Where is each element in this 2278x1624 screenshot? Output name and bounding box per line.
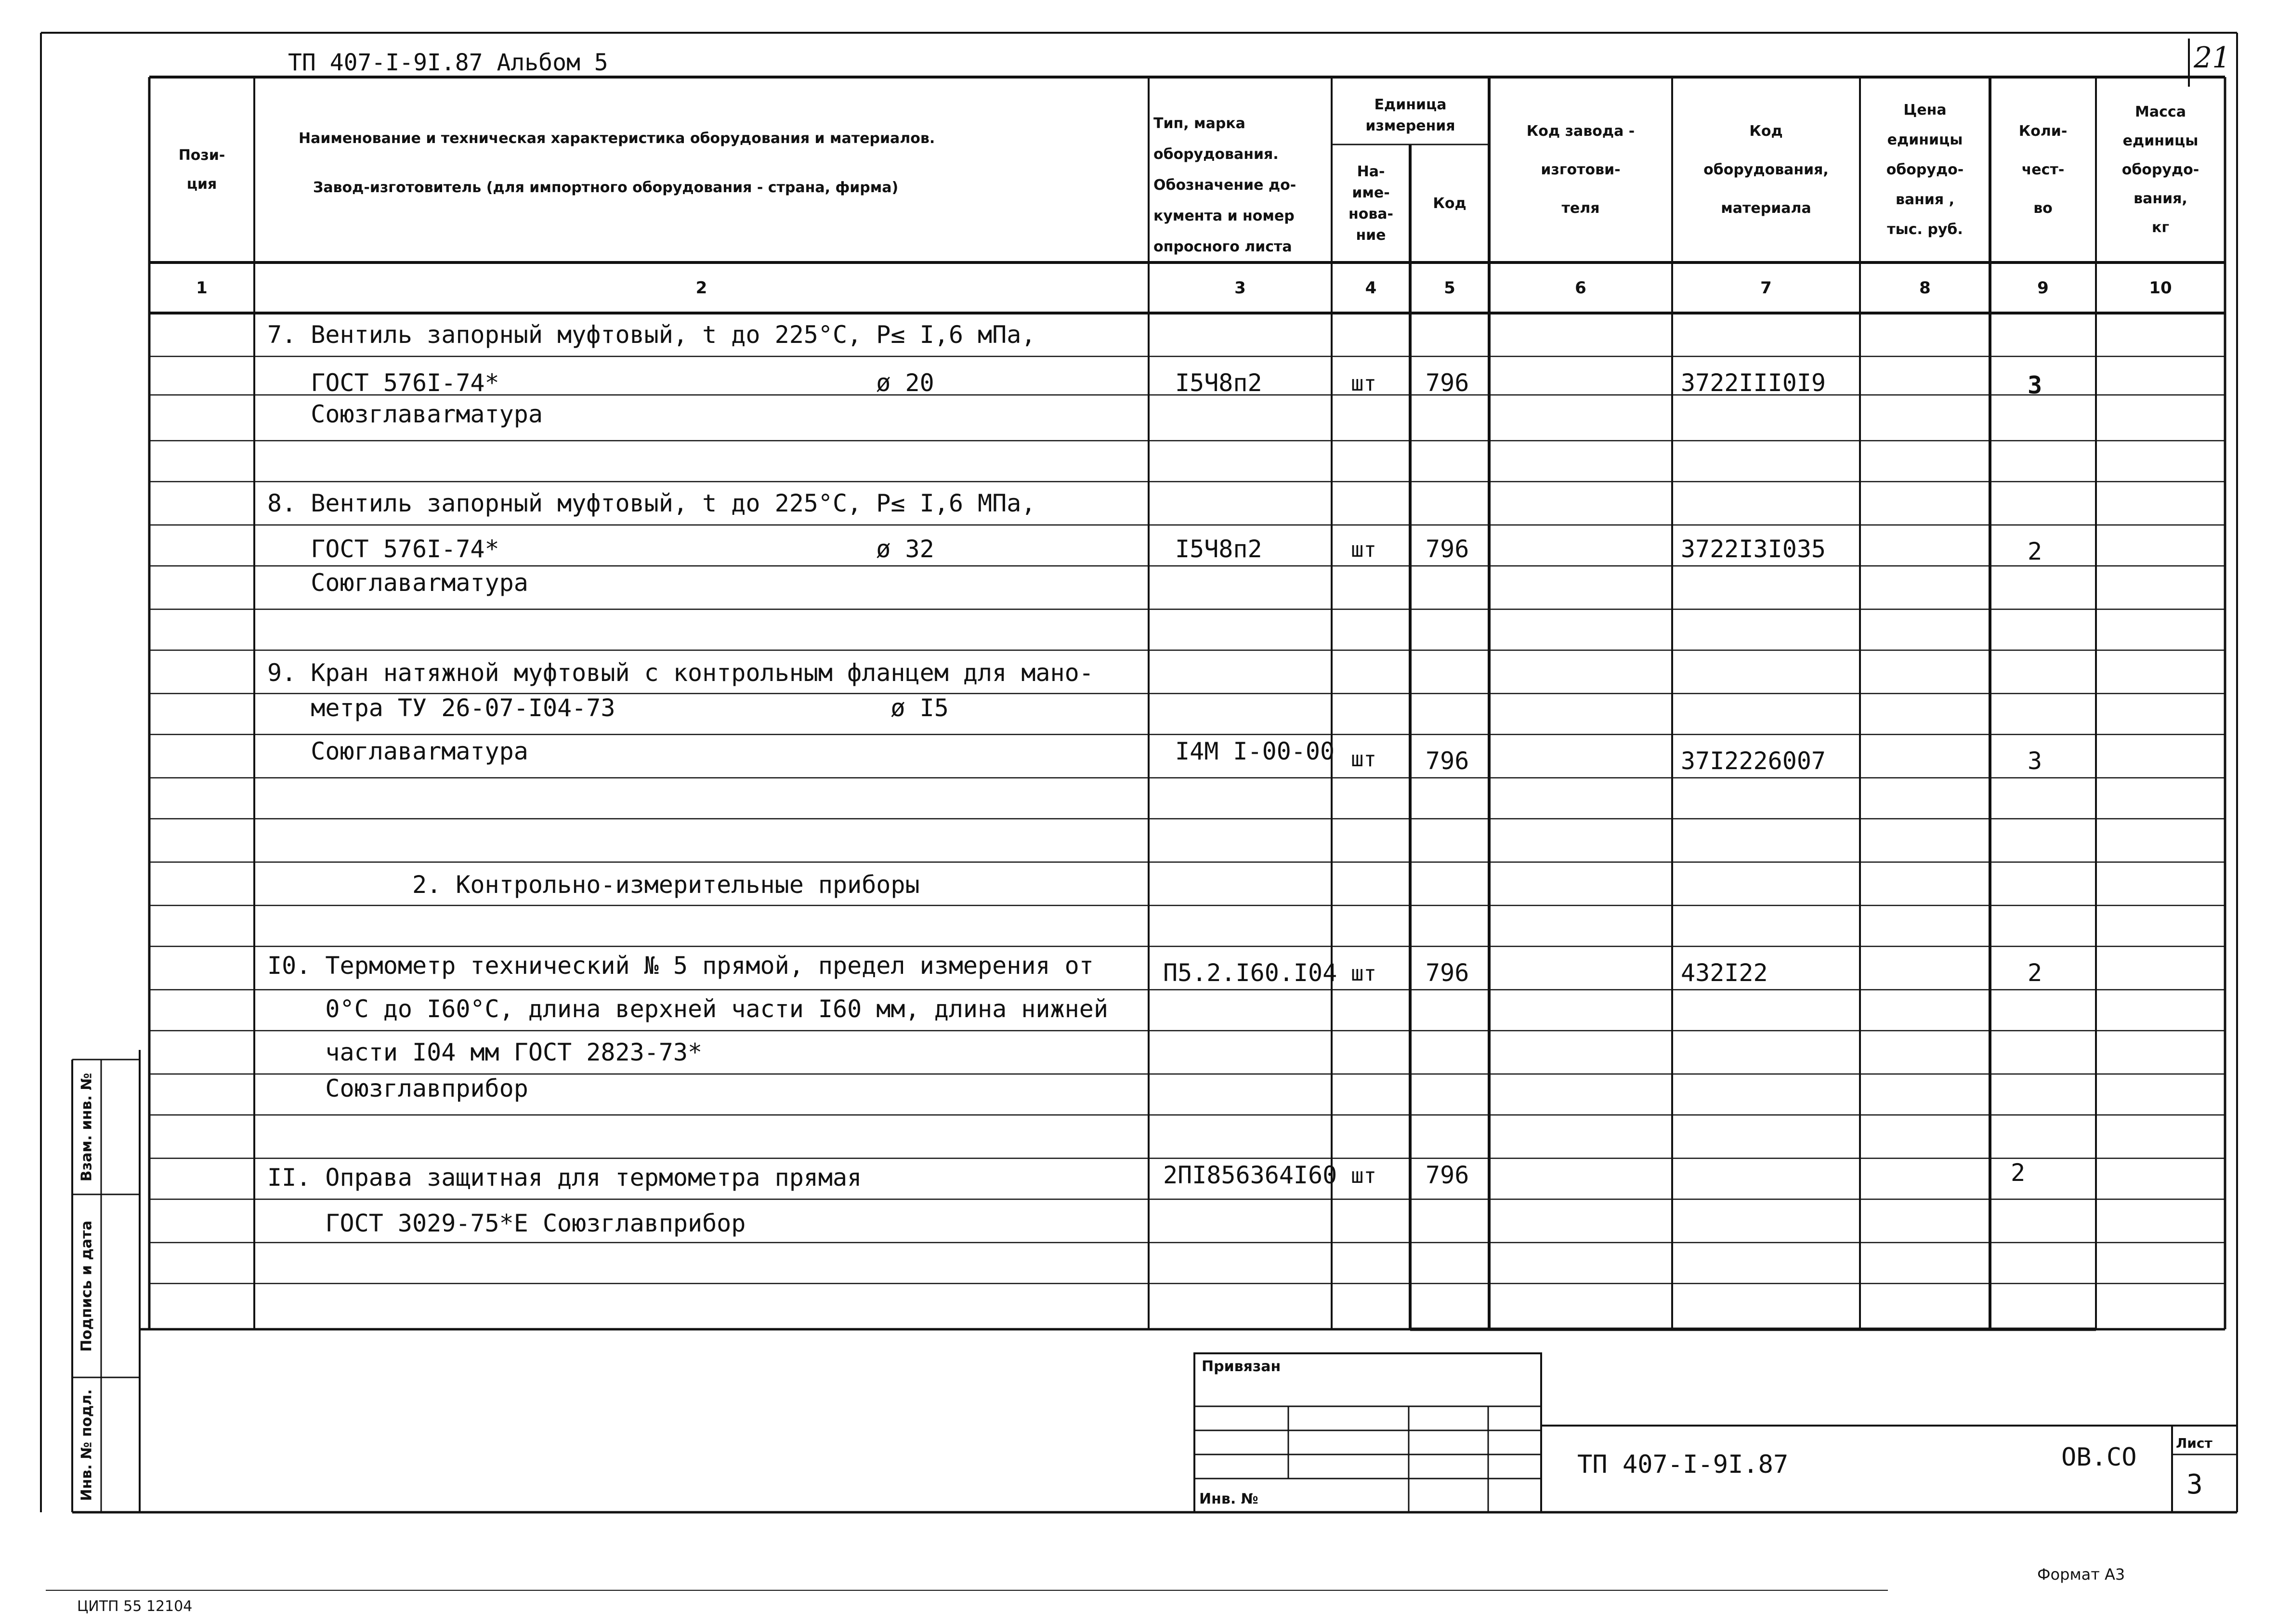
header-name-line1: Наименование и техническая характеристика оборудования и материалов. xyxy=(299,130,935,147)
table-row-text: ГОСТ 3029-75*Е Союзглавприбор xyxy=(267,1209,746,1237)
table-cell-unit: шт xyxy=(1351,1164,1376,1188)
table-cell-unit-code: 796 xyxy=(1426,369,1469,397)
table-cell-unit-code: 796 xyxy=(1426,747,1469,775)
table-row-text: метра ТУ 26-07-I04-73 ø I5 xyxy=(267,694,949,722)
inv-number-label: Инв. № xyxy=(1199,1491,1258,1507)
column-number: 3 xyxy=(1234,278,1246,298)
table-cell-unit: шт xyxy=(1351,537,1376,562)
table-cell-unit-code: 796 xyxy=(1426,959,1469,987)
table-cell-equipment-code: 432I22 xyxy=(1681,959,1768,987)
column-number: 7 xyxy=(1760,278,1772,298)
stamp-inv-original: Инв. № подл. xyxy=(78,1388,95,1501)
table-row-text: 9. Кран натяжной муфтовый с контрольным фланцем для мано- xyxy=(267,659,1094,687)
table-row-text: части I04 мм ГОСТ 2823-73* xyxy=(267,1038,703,1066)
table-cell-quantity: 2 xyxy=(2028,959,2042,987)
header-unit-group: Единица измерения xyxy=(1365,96,1455,134)
format-label: Формат А3 xyxy=(2037,1565,2125,1584)
table-row-text: ГОСТ 576I-74* ø 32 xyxy=(267,535,934,563)
table-cell-type: 2ПI856364I60 xyxy=(1163,1161,1337,1189)
column-number: 8 xyxy=(1919,278,1931,298)
table-cell-equipment-code: 3722III0I9 xyxy=(1681,369,1826,397)
header-unit-name: На- име- нова- ние xyxy=(1348,163,1394,244)
table-row-text: Союзглавarматура xyxy=(267,400,543,428)
table-row-text: 0°С до I60°С, длина верхней части I60 мм, длина нижней xyxy=(267,995,1108,1023)
header-position: Пози- ция xyxy=(178,146,225,193)
table-row-text: II. Оправа защитная для термометра прямая xyxy=(267,1164,862,1192)
doc-header: ТП 407-I-9I.87 Альбом 5 xyxy=(288,49,608,76)
table-cell-unit-code: 796 xyxy=(1426,535,1469,563)
header-type: Тип, марка оборудования. Обозначение до- кумента и номер опросного листа xyxy=(1153,115,1296,255)
corner-sheet-number: 21 xyxy=(2194,41,2231,75)
table-cell-unit: шт xyxy=(1351,747,1376,772)
table-row-text: 8. Вентиль запорный муфтовый, t до 225°С, P≤ I,6 МПа, xyxy=(267,489,1036,517)
table-row-text: ГОСТ 576I-74* ø 20 xyxy=(267,369,934,397)
table-cell-type: I5Ч8п2 xyxy=(1175,369,1262,397)
table-cell-unit-code: 796 xyxy=(1426,1161,1469,1189)
table-cell-type: I5Ч8п2 xyxy=(1175,535,1262,563)
header-quantity: Коли- чест- во xyxy=(2018,122,2068,217)
header-name-line2: Завод-изготовитель (для импортного оборудования - страна, фирма) xyxy=(313,179,899,196)
stamp-signature-date: Подпись и дата xyxy=(78,1220,95,1352)
table-cell-unit: шт xyxy=(1351,961,1376,986)
privyazan-label: Привязан xyxy=(1202,1358,1281,1375)
table-cell-quantity: 3 xyxy=(2028,747,2042,775)
header-equipment-code: Код оборудования, материала xyxy=(1703,122,1829,217)
doc-code: ТП 407-I-9I.87 xyxy=(1577,1450,1789,1479)
doc-mark: ОВ.СО xyxy=(2061,1443,2137,1472)
column-number: 5 xyxy=(1444,278,1455,298)
table-cell-equipment-code: 3722I3I035 xyxy=(1681,535,1826,563)
table-row-text: Союзглавприбор xyxy=(267,1074,528,1102)
column-number: 10 xyxy=(2149,278,2172,298)
table-row-text: I0. Термометр технический № 5 прямой, предел измерения от xyxy=(267,952,1094,980)
column-number: 6 xyxy=(1575,278,1586,298)
section-title: 2. Контрольно-измерительные приборы xyxy=(267,871,920,899)
stamp-vzam: Взам. инв. № xyxy=(78,1073,95,1181)
header-factory-code: Код завода - изготови- теля xyxy=(1526,122,1635,217)
table-row-text: Союглавarматура xyxy=(267,569,528,597)
header-price: Цена единицы оборудо- вания , тыс. руб. xyxy=(1886,101,1964,238)
table-cell-equipment-code: 37I2226007 xyxy=(1681,747,1826,775)
table-cell-quantity: 2 xyxy=(2011,1159,2026,1187)
column-number: 9 xyxy=(2037,278,2049,298)
table-row-text: Союглавarматура xyxy=(267,737,528,765)
table-cell-unit: шт xyxy=(1351,371,1376,396)
header-mass: Масса единицы оборудо- вания, кг xyxy=(2121,103,2199,236)
table-cell-quantity: 3 xyxy=(2028,371,2042,399)
table-row-text: 7. Вентиль запорный муфтовый, t до 225°С, P≤ I,6 мПа, xyxy=(267,321,1036,349)
sheet-label: Лист xyxy=(2176,1435,2213,1451)
column-number: 2 xyxy=(695,278,707,298)
table-cell-type: I4М I-00-00 xyxy=(1175,737,1335,765)
column-number: 1 xyxy=(196,278,208,298)
column-number: 4 xyxy=(1365,278,1377,298)
table-cell-type: П5.2.I60.I04 xyxy=(1163,959,1337,987)
printer-code: ЦИТП 55 12104 xyxy=(77,1598,193,1615)
sheet-value: 3 xyxy=(2186,1469,2203,1500)
table-cell-quantity: 2 xyxy=(2028,537,2042,565)
header-unit-code: Код xyxy=(1433,195,1466,212)
